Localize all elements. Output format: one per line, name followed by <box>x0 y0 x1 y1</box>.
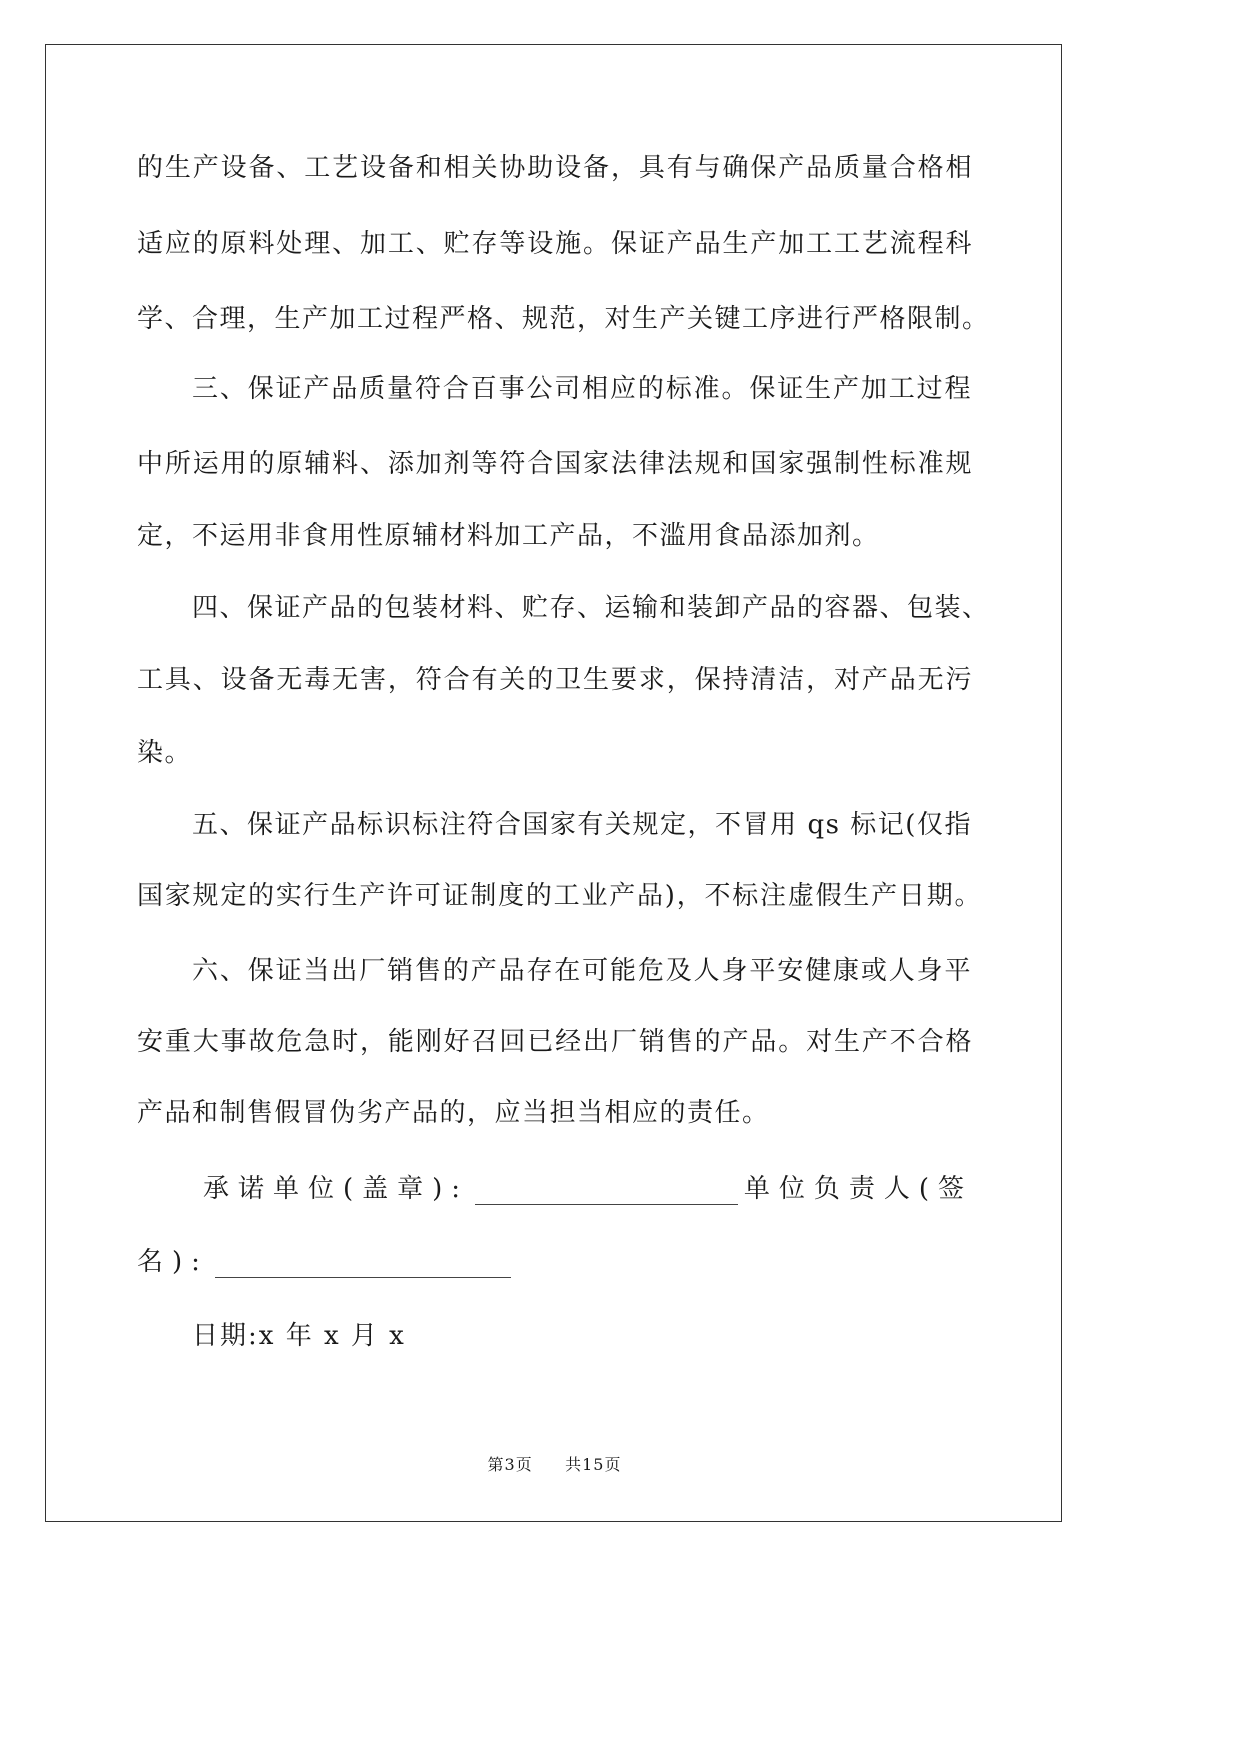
unit-seal-label: 承诺单位(盖章): <box>203 1174 470 1204</box>
paragraph-line: 产品和制售假冒伪劣产品的，应当担当相应的责任。 <box>137 1098 770 1128</box>
page-footer <box>0 1452 1109 1475</box>
paragraph-line: 染。 <box>137 738 193 768</box>
paragraph-line: 中所运用的原辅料、添加剂等符合国家法律法规和国家强制性标准规 <box>137 449 973 479</box>
paragraph-line: 五、保证产品标识标注符合国家有关规定，不冒用 qs 标记(仅指 <box>192 810 972 840</box>
page-total: 共15页 <box>565 1455 622 1474</box>
signature-row-2 <box>137 1246 517 1278</box>
responsible-person-blank <box>215 1257 511 1278</box>
paragraph-line: 的生产设备、工艺设备和相关协助设备，具有与确保产品质量合格相 <box>137 153 973 183</box>
paragraph-line: 适应的原料处理、加工、贮存等设施。保证产品生产加工工艺流程科 <box>137 229 973 259</box>
signature-row <box>203 1173 973 1205</box>
paragraph-line: 国家规定的实行生产许可证制度的工业产品)，不标注虚假生产日期。 <box>137 881 982 911</box>
responsible-person-label-cont: 名): <box>137 1247 209 1277</box>
paragraph-line: 工具、设备无毒无害，符合有关的卫生要求，保持清洁，对产品无污 <box>137 665 973 695</box>
date-line: 日期:x 年 x 月 x <box>192 1321 406 1351</box>
responsible-person-label: 单位负责人(签 <box>743 1174 973 1204</box>
paragraph-line: 安重大事故危急时，能刚好召回已经出厂销售的产品。对生产不合格 <box>137 1027 973 1057</box>
paragraph-line: 定，不运用非食用性原辅材料加工产品，不滥用食品添加剂。 <box>137 521 880 551</box>
paragraph-line: 六、保证当出厂销售的产品存在可能危及人身平安健康或人身平 <box>192 956 972 986</box>
page-border <box>45 44 1062 1522</box>
unit-seal-blank <box>475 1184 738 1205</box>
paragraph-line: 四、保证产品的包装材料、贮存、运输和装卸产品的容器、包装、 <box>192 593 990 623</box>
paragraph-line: 学、合理，生产加工过程严格、规范，对生产关键工序进行严格限制。 <box>137 304 990 334</box>
paragraph-line: 三、保证产品质量符合百事公司相应的标准。保证生产加工过程 <box>192 374 972 404</box>
page-number: 第3页 <box>487 1455 533 1474</box>
